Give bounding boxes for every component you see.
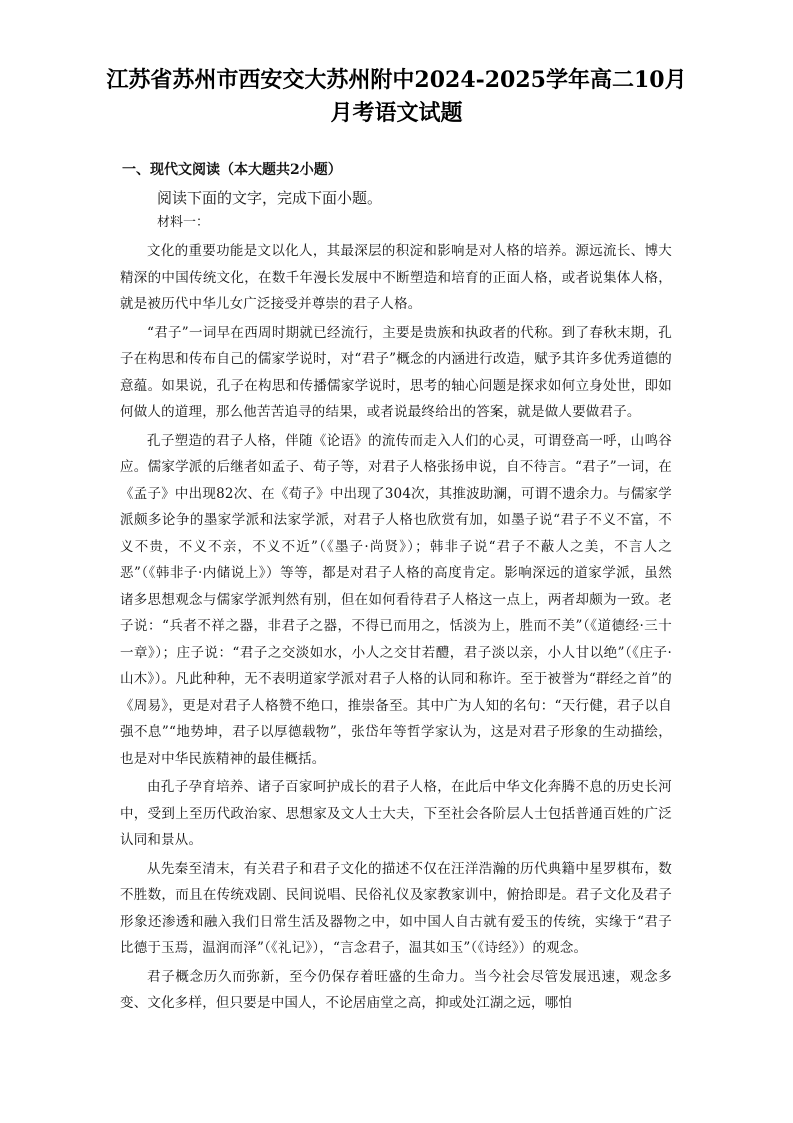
paragraph: 文化的重要功能是文以化人，其最深层的积淀和影响是对人格的培养。源远流长、博大精深的中国传统文化，在数千年漫长发展中不断塑造和培育的正面人格，或者说集体人格，就是被历代中华儿女广泛接受并尊崇的君子人格。 bbox=[120, 243, 672, 312]
instruction-text: 阅读下面的文字，完成下面小题。 bbox=[157, 189, 383, 207]
passage-body bbox=[120, 238, 672, 1017]
material-label: 材料一： bbox=[157, 215, 210, 230]
paragraph: “君子”一词早在西周时期就已经流行，主要是贵族和执政者的代称。到了春秋末期，孔子在构思和传布自己的儒家学说时，对“君子”概念的内涵进行改造，赋予其许多优秀道德的意蕴。如果说，孔子在构思和传播儒家学说时，思考的轴心问题是探求如何立身处世，即如何做人的道理，那么他苦苦追寻的结果，或者说最终给出的答案，就是做人要做君子。 bbox=[120, 324, 672, 420]
paragraph: 由孔子孕育培养、诸子百家呵护成长的君子人格，在此后中华文化奔腾不息的历史长河中，受到上至历代政治家、思想家及文人士大夫，下至社会各阶层人士包括普通百姓的广泛认同和景从。 bbox=[120, 779, 672, 848]
title-line-1: 江苏省苏州市西安交大苏州附中2024-2025学年高二10月 bbox=[106, 67, 687, 93]
paragraph: 孔子塑造的君子人格，伴随《论语》的流传而走入人们的心灵，可谓登高一呼，山鸣谷应。儒家学派的后继者如孟子、荀子等，对君子人格张扬申说，自不待言。“君子”一词，在《孟子》中出现82次、在《荀子》中出现了304次，其推波助澜，可谓不遗余力。与儒家学派颇多论争的墨家学派和法家学派，对君子人格也欣赏有加，如墨子说“君子不义不富，不义不贵，不义不亲，不义不近”（《墨子·尚贤》）；韩非子说“君子不蔽人之美，不言人之恶”（《韩非子·内储说上》）等等，都是对君子人格的高度肯定。影响深远的道家学派，虽然诸多思想观念与儒家学派判然有别，但在如何看待君子人格这一点上，两者却颇为一致。老子说：“兵者不祥之器，非君子之器，不得已而用之，恬淡为上，胜而不美”（《道德经·三十一章》）；庄子说：“君子之交淡如水，小人之交甘若醴，君子淡以亲，小人甘以绝”（《庄子·山木》）。凡此种种，无不表明道家学派对君子人格的认同和称许。至于被誉为“群经之首”的《周易》，更是对君子人格赞不绝口，推崇备至。其中广为人知的名句：“天行健，君子以自强不息”“地势坤，君子以厚德载物”，张岱年等哲学家认为，这是对君子形象的生动描绘，也是对中华民族精神的最佳概括。 bbox=[120, 432, 672, 767]
paragraph: 君子概念历久而弥新，至今仍保存着旺盛的生命力。当今社会尽管发展迅速，观念多变、文化多样，但只要是中国人，不论居庙堂之高，抑或处江湖之远，哪怕 bbox=[120, 968, 672, 1011]
title-line-2: 月考语文试题 bbox=[330, 100, 463, 126]
page-title bbox=[100, 64, 693, 130]
paragraph: 从先秦至清末，有关君子和君子文化的描述不仅在汪洋浩瀚的历代典籍中星罗棋布，数不胜数，而且在传统戏剧、民间说唱、民俗礼仪及家教家训中，俯拾即是。君子文化及君子形象还渗透和融入我们日常生活及器物之中，如中国人自古就有爱玉的传统，实缘于“君子比德于玉焉，温润而泽”（《礼记》），“言念君子，温其如玉”（《诗经》）的观念。 bbox=[120, 860, 672, 956]
section-heading: 一、现代文阅读（本大题共2小题） bbox=[122, 162, 342, 178]
